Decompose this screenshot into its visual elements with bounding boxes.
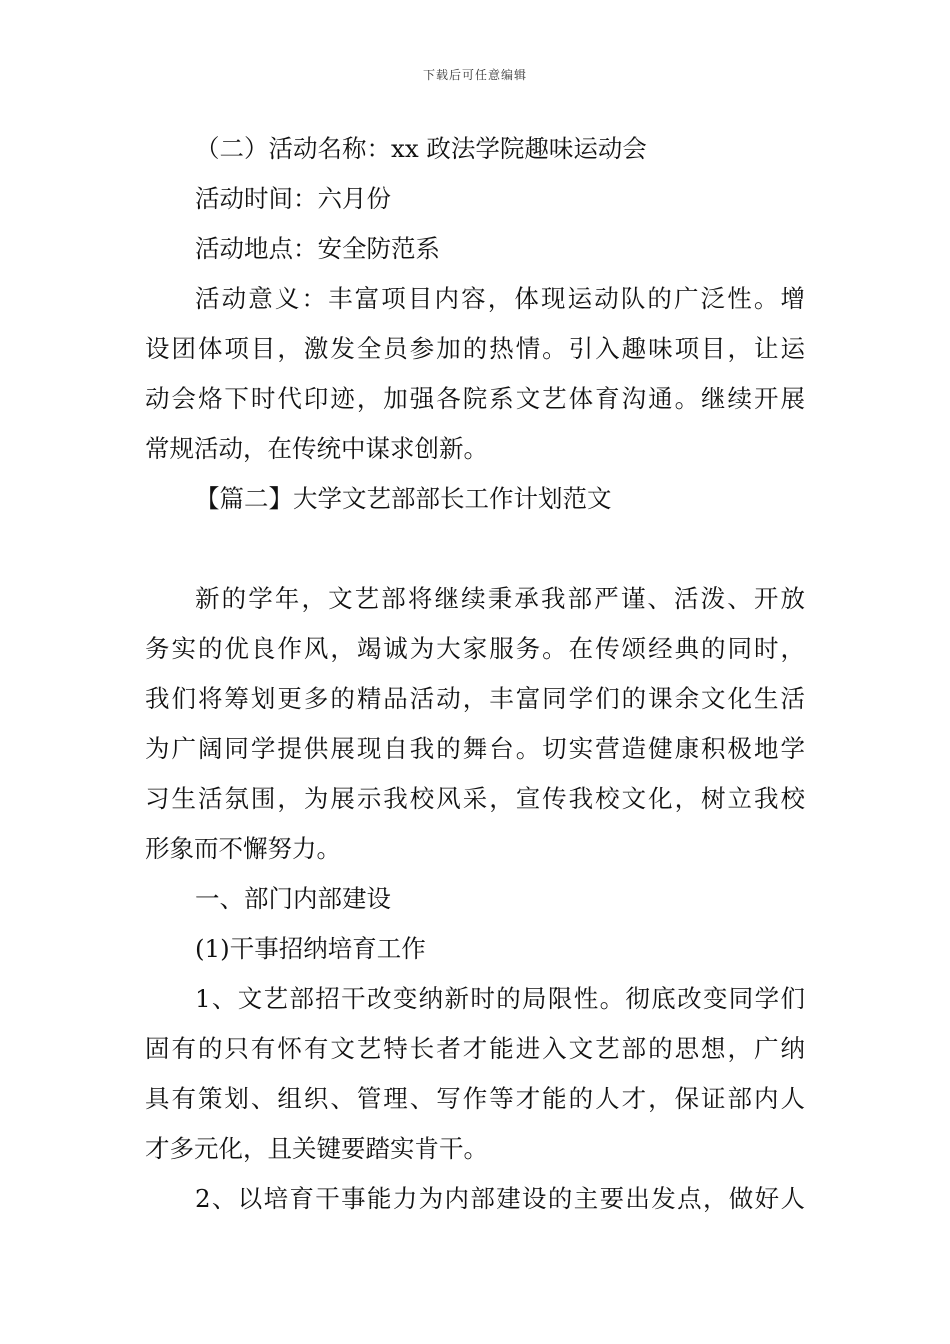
paragraph-line: 1、文艺部招干改变纳新时的局限性。彻底改变同学们: [195, 984, 805, 1013]
activity-name-line: （二）活动名称：xx 政法学院趣味运动会: [195, 134, 647, 163]
paragraph-line: 设团体项目，激发全员参加的热情。引入趣味项目，让运: [145, 334, 805, 363]
section-heading: 【篇二】大学文艺部部长工作计划范文: [195, 484, 612, 513]
paragraph-line: 具有策划、组织、管理、写作等才能的人才，保证部内人: [145, 1084, 805, 1113]
paragraph-line: 我们将筹划更多的精品活动，丰富同学们的课余文化生活: [145, 684, 805, 713]
subsection-heading: (1)干事招纳培育工作: [195, 934, 426, 963]
page-header: 下载后可任意编辑: [422, 68, 527, 82]
paragraph-line: 务实的优良作风，竭诚为大家服务。在传颂经典的同时，: [145, 634, 805, 663]
paragraph-line: 才多元化，且关键要踏实肯干。: [145, 1134, 488, 1163]
activity-location-line: 活动地点：安全防范系: [195, 234, 440, 263]
activity-time-line: 活动时间：六月份: [195, 184, 391, 213]
paragraph-line: 为广阔同学提供展现自我的舞台。切实营造健康积极地学: [145, 734, 805, 763]
paragraph-line: 2、以培育干事能力为内部建设的主要出发点，做好人: [195, 1184, 805, 1213]
paragraph-line: 新的学年，文艺部将继续秉承我部严谨、活泼、开放: [195, 584, 805, 613]
paragraph-line: 形象而不懈努力。: [145, 834, 341, 863]
paragraph-line: 固有的只有怀有文艺特长者才能进入文艺部的思想，广纳: [145, 1034, 805, 1063]
paragraph-line: 动会烙下时代印迹，加强各院系文艺体育沟通。继续开展: [145, 384, 805, 413]
paragraph-line: 常规活动，在传统中谋求创新。: [145, 434, 488, 463]
activity-meaning-line: 活动意义：丰富项目内容，体现运动队的广泛性。增: [195, 284, 805, 313]
paragraph-line: 习生活氛围，为展示我校风采，宣传我校文化，树立我校: [145, 784, 805, 813]
subsection-heading: 一、部门内部建设: [195, 884, 391, 913]
